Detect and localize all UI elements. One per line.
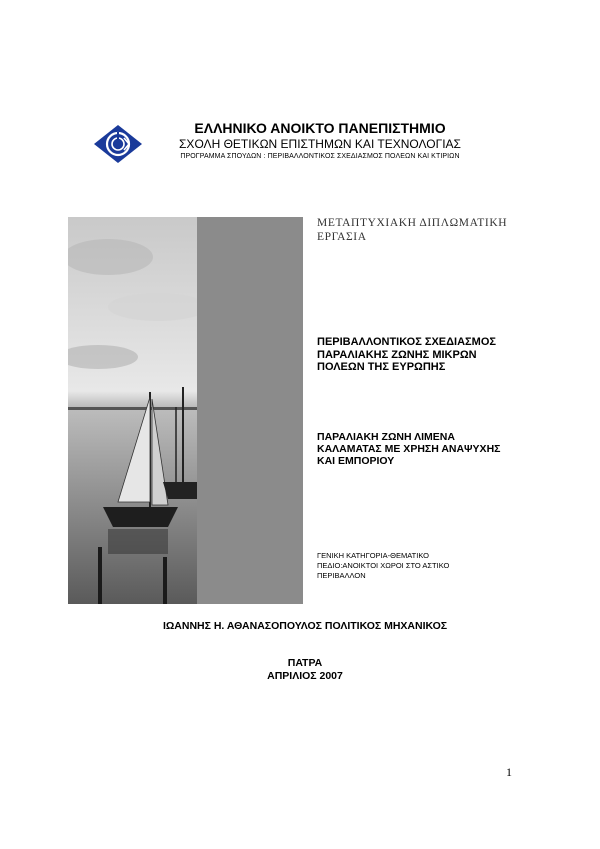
header: [150, 120, 490, 162]
university-seal-icon: [93, 124, 143, 164]
thesis-category: [317, 551, 517, 581]
gray-panel: [197, 217, 303, 604]
thesis-type-line2: ΕΡΓΑΣΙΑ: [317, 231, 367, 243]
thesis-subtitle: ΠΑΡΑΛΙΑΚΗ ΖΩΝΗ ΛΙΜΕΝΑ ΚΑΛΑΜΑΤΑΣ ΜΕ ΧΡΗΣΗ ΑΝΑΨΥΧΗΣ ΚΑΙ ΕΜΠΟΡΙΟΥ: [317, 431, 501, 467]
school-name: ΣΧΟΛΗ ΘΕΤΙΚΩΝ ΕΠΙΣΤΗΜΩΝ ΚΑΙ ΤΕΧΝΟΛΟΓΙΑΣ: [179, 137, 461, 151]
page-number: 1: [506, 765, 512, 779]
author: ΙΩΑΝΝΗΣ Η. ΑΘΑΝΑΣΟΠΟΥΛΟΣ ΠΟΛΙΤΙΚΟΣ ΜΗΧΑΝΙΚΟΣ: [162, 620, 448, 632]
thesis-title: ΠΕΡΙΒΑΛΛΟΝΤΙΚΟΣ ΣΧΕΔΙΑΣΜΟΣ ΠΑΡΑΛΙΑΚΗΣ ΖΩΝΗΣ ΜΙΚΡΩΝ ΠΟΛΕΩΝ ΤΗΣ ΕΥΡΩΠΗΣ: [317, 336, 496, 373]
place-date: [0, 657, 600, 683]
category-line3: ΠΕΡΙΒΑΛΛΟΝ: [317, 571, 366, 580]
category-line1: ΓΕΝΙΚΗ ΚΑΤΗΓΟΡΙΑ-ΘΕΜΑΤΙΚΟ: [317, 551, 429, 560]
date: ΑΠΡΙΛΙΟΣ 2007: [267, 670, 343, 682]
place: ΠΑΤΡΑ: [287, 657, 323, 669]
university-name: ΕΛΛΗΝΙΚΟ ΑΝΟΙΚΤΟ ΠΑΝΕΠΙΣΤΗΜΙΟ: [194, 120, 446, 136]
program-name: ΠΡΟΓΡΑΜΜΑ ΣΠΟΥΔΩΝ : ΠΕΡΙΒΑΛΛΟΝΤΙΚΟΣ ΣΧΕΔΙΑΣΜΟΣ ΠΟΛΕΩΝ ΚΑΙ ΚΤΙΡΙΩΝ: [180, 153, 460, 160]
thesis-type: [317, 216, 517, 244]
thesis-type-line1: ΜΕΤΑΠΤΥΧΙΑΚΗ ΔΙΠΛΩΜΑΤΙΚΗ: [317, 217, 508, 229]
category-line2: ΠΕΔΙΟ:ΑΝΟΙΚΤΟΙ ΧΩΡΟΙ ΣΤΟ ΑΣΤΙΚΟ: [317, 561, 450, 570]
